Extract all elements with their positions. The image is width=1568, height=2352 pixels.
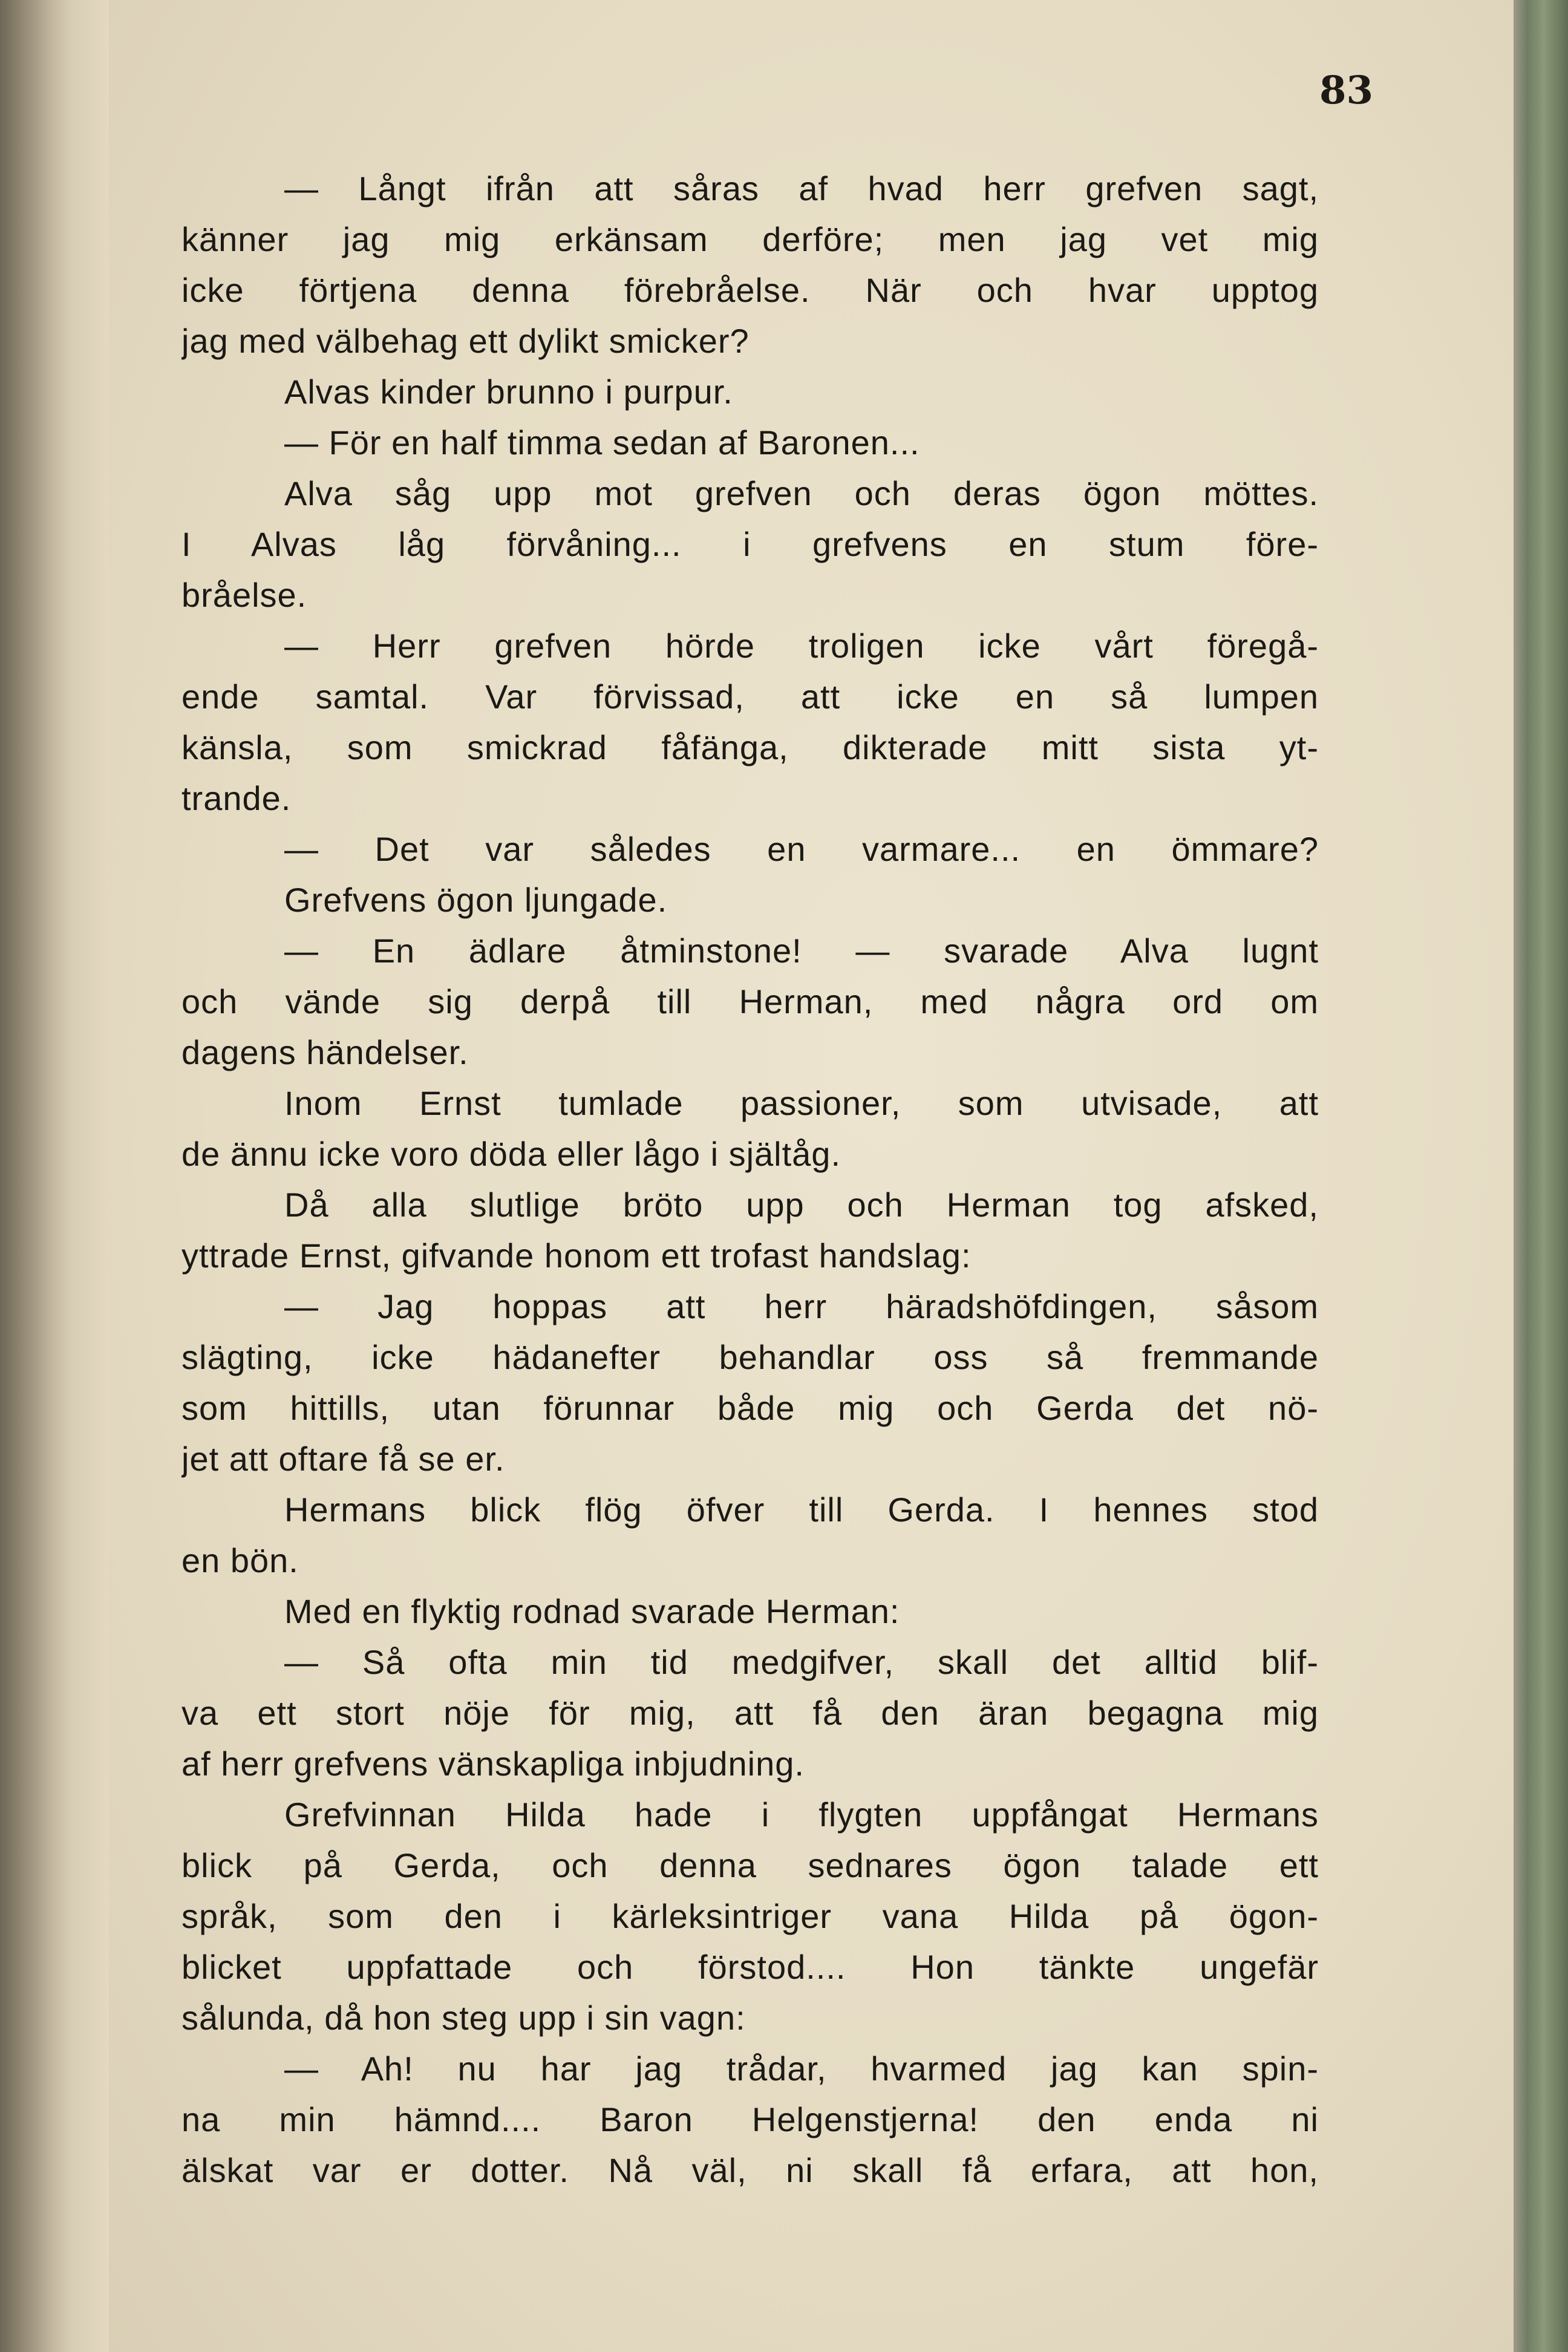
text-line: blicket uppfattade och förstod.... Hon tänkte ungefär <box>181 1948 1319 1986</box>
text-line: slägting, icke hädanefter behandlar oss så fremmande <box>181 1338 1319 1376</box>
page-number: 83 <box>1319 68 1373 113</box>
book-spine <box>0 0 73 2352</box>
text-line: en bön. <box>181 1541 299 1579</box>
page-gutter <box>73 0 109 2352</box>
text-line: som hittills, utan förunnar både mig och Gerda det nö- <box>181 1389 1319 1427</box>
text-line: I Alvas låg förvåning... i grefvens en stum före- <box>181 525 1319 563</box>
page-text <box>181 163 1319 2196</box>
text-line: jag med välbehag ett dylikt smicker? <box>181 322 750 360</box>
text-line: bråelse. <box>181 576 307 614</box>
text-line: älskat var er dotter. Nå väl, ni skall få erfara, att hon, <box>181 2151 1319 2189</box>
text-line: af herr grefvens vänskapliga inbjudning. <box>181 1745 805 1783</box>
text-line: icke förtjena denna förebråelse. När och hvar upptog <box>181 271 1319 309</box>
text-line: — Långt ifrån att såras af hvad herr grefven sagt, <box>284 169 1319 207</box>
text-line: känner jag mig erkänsam derföre; men jag vet mig <box>181 220 1319 258</box>
text-line: dagens händelser. <box>181 1033 469 1071</box>
text-line: trande. <box>181 779 292 817</box>
text-line: sålunda, då hon steg upp i sin vagn: <box>181 1999 746 2037</box>
text-line: Grefvens ögon ljungade. <box>284 881 668 919</box>
text-line: jet att oftare få se er. <box>181 1440 505 1478</box>
text-line: språk, som den i kärleksintriger vana Hilda på ögon- <box>181 1897 1319 1935</box>
text-line: — Det var således en varmare... en ömmare? <box>284 830 1319 868</box>
text-line: — Herr grefven hörde troligen icke vårt föregå- <box>284 627 1319 665</box>
page-edges <box>1514 0 1568 2352</box>
text-line: — För en half timma sedan af Baronen... <box>284 423 920 462</box>
text-line: de ännu icke voro döda eller lågo i själtåg. <box>181 1135 841 1173</box>
text-line: — Ah! nu har jag trådar, hvarmed jag kan spin- <box>284 2050 1319 2088</box>
text-line: — Jag hoppas att herr häradshöfdingen, såsom <box>284 1287 1319 1325</box>
text-line: Inom Ernst tumlade passioner, som utvisade, att <box>284 1084 1319 1122</box>
text-line: yttrade Ernst, gifvande honom ett trofast handslag: <box>181 1236 972 1275</box>
text-line: och vände sig derpå till Herman, med några ord om <box>181 982 1319 1021</box>
text-line: Grefvinnan Hilda hade i flygten uppfångat Hermans <box>284 1795 1319 1834</box>
book-page <box>109 0 1514 2352</box>
text-line: känsla, som smickrad fåfänga, dikterade mitt sista yt- <box>181 728 1319 766</box>
text-line: na min hämnd.... Baron Helgenstjerna! den enda ni <box>181 2100 1319 2138</box>
text-line: Då alla slutlige bröto upp och Herman tog afsked, <box>284 1186 1319 1224</box>
text-line: — En ädlare åtminstone! — svarade Alva lugnt <box>284 932 1319 970</box>
text-line: ende samtal. Var förvissad, att icke en så lumpen <box>181 678 1319 716</box>
text-line: Hermans blick flög öfver till Gerda. I hennes stod <box>284 1491 1319 1529</box>
text-line: blick på Gerda, och denna sednares ögon talade ett <box>181 1846 1319 1884</box>
text-line: va ett stort nöje för mig, att få den äran begagna mig <box>181 1694 1319 1732</box>
text-line: Med en flyktig rodnad svarade Herman: <box>284 1592 900 1630</box>
text-line: Alvas kinder brunno i purpur. <box>284 373 733 411</box>
text-line: — Så ofta min tid medgifver, skall det alltid blif- <box>284 1643 1319 1681</box>
text-line: Alva såg upp mot grefven och deras ögon möttes. <box>284 474 1319 512</box>
